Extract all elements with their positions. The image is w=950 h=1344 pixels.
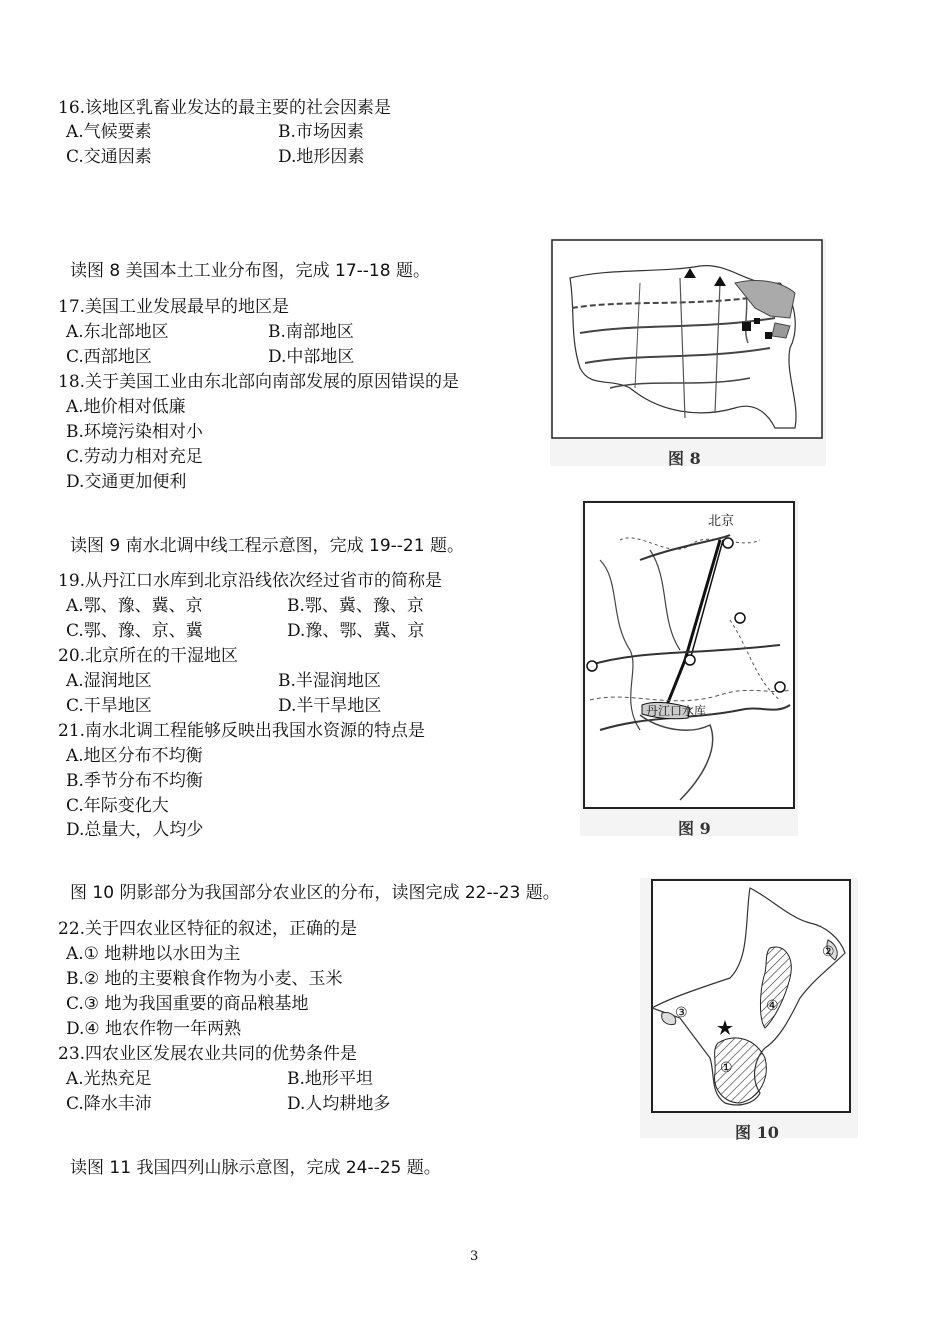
q20-option-d: D.半干旱地区: [278, 696, 382, 716]
q17-option-a: A.东北部地区: [66, 322, 169, 342]
q16-option-d: D.地形因素: [278, 147, 365, 167]
q23-option-d: D.人均耕地多: [287, 1094, 391, 1114]
question-17-stem: 17.美国工业发展最早的地区是: [58, 297, 290, 317]
q20-option-c: C.干旱地区: [66, 696, 152, 716]
question-16-stem: 16.该地区乳畜业发达的最主要的社会因素是: [58, 98, 392, 118]
q21-option-c: C.年际变化大: [66, 796, 169, 816]
section-9-intro: 读图 9 南水北调中线工程示意图，完成 19--21 题。: [70, 536, 464, 556]
q22-option-b: B.② 地的主要粮食作物为小麦、玉米: [66, 969, 343, 989]
figure-9-water-diversion-map: [580, 500, 798, 836]
q19-option-b: B.鄂、冀、豫、京: [287, 596, 424, 616]
figure-8-caption: 图 8: [668, 449, 701, 468]
q22-option-c: C.③ 地为我国重要的商品粮基地: [66, 994, 309, 1014]
q21-option-d: D.总量大，人均少: [66, 820, 204, 840]
map-label-beijing: 北京: [708, 514, 735, 529]
question-18-stem: 18.关于美国工业由东北部向南部发展的原因错误的是: [58, 372, 460, 392]
q19-option-a: A.鄂、豫、冀、京: [66, 596, 203, 616]
q19-option-c: C.鄂、豫、京、冀: [66, 621, 203, 641]
figure-8-us-industry-map: [550, 238, 826, 466]
q16-option-a: A.气候要素: [66, 122, 152, 142]
map-label-region-4: ④: [766, 998, 779, 1014]
question-22-stem: 22.关于四农业区特征的叙述，正确的是: [58, 919, 358, 939]
section-10-intro: 图 10 阴影部分为我国部分农业区的分布，读图完成 22--23 题。: [70, 883, 560, 903]
q17-option-d: D.中部地区: [268, 347, 355, 367]
q18-option-d: D.交通更加便利: [66, 472, 187, 492]
q23-option-c: C.降水丰沛: [66, 1094, 152, 1114]
q20-option-b: B.半湿润地区: [278, 671, 381, 691]
question-23-stem: 23.四农业区发展农业共同的优势条件是: [58, 1044, 358, 1064]
question-20-stem: 20.北京所在的干湿地区: [58, 646, 239, 666]
map-label-region-2: ②: [822, 944, 835, 960]
map-label-danjiangkou-reservoir: 丹江口水库: [646, 704, 707, 718]
q23-option-b: B.地形平坦: [287, 1069, 373, 1089]
map-label-region-3: ③: [675, 1005, 688, 1021]
q18-option-a: A.地价相对低廉: [66, 397, 186, 417]
section-8-intro: 读图 8 美国本土工业分布图，完成 17--18 题。: [70, 261, 430, 281]
q18-option-c: C.劳动力相对充足: [66, 447, 203, 467]
q21-option-b: B.季节分布不均衡: [66, 771, 203, 791]
question-19-stem: 19.从丹江口水库到北京沿线依次经过省市的简称是: [58, 571, 443, 591]
question-21-stem: 21.南水北调工程能够反映出我国水资源的特点是: [58, 721, 426, 741]
q17-option-b: B.南部地区: [268, 322, 354, 342]
q19-option-d: D.豫、鄂、冀、京: [287, 621, 425, 641]
q16-option-c: C.交通因素: [66, 147, 152, 167]
map-label-region-1: ①: [720, 1060, 733, 1076]
q16-option-b: B.市场因素: [278, 122, 364, 142]
q21-option-a: A.地区分布不均衡: [66, 746, 203, 766]
q22-option-a: A.① 地耕地以水田为主: [66, 944, 241, 964]
q17-option-c: C.西部地区: [66, 347, 152, 367]
section-11-intro: 读图 11 我国四列山脉示意图，完成 24--25 题。: [70, 1158, 441, 1178]
figure-10-agriculture-map: [640, 878, 858, 1142]
figure-9-caption: 图 9: [678, 819, 711, 838]
q22-option-d: D.④ 地农作物一年两熟: [66, 1019, 242, 1039]
q18-option-b: B.环境污染相对小: [66, 422, 203, 442]
page-number: 3: [470, 1249, 479, 1264]
q20-option-a: A.湿润地区: [66, 671, 152, 691]
q23-option-a: A.光热充足: [66, 1069, 152, 1089]
figure-10-caption: 图 10: [735, 1123, 779, 1142]
